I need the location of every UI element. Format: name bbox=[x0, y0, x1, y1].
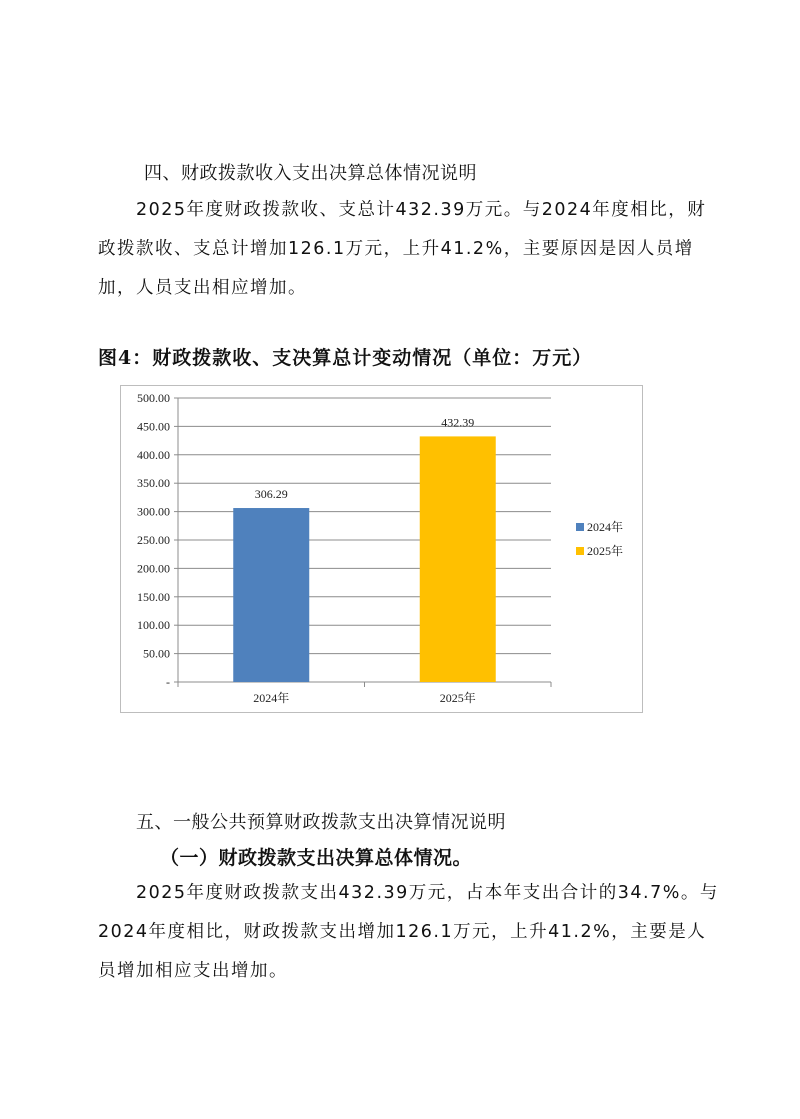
y-tick-label: 150.00 bbox=[137, 589, 170, 604]
y-tick-label: 250.00 bbox=[137, 533, 170, 547]
legend-swatch bbox=[576, 523, 584, 531]
legend-label: 2025年 bbox=[587, 544, 624, 558]
y-tick-label: 450.00 bbox=[137, 419, 170, 434]
bar bbox=[420, 436, 496, 682]
bar-value-label: 432.39 bbox=[441, 415, 475, 430]
section-5-line-3: 员增加相应支出增加。 bbox=[98, 961, 288, 981]
section-5-line-2: 2024年度相比，财政拨款支出增加126.1万元，上升41.2%，主要是人 bbox=[98, 922, 707, 942]
y-tick-label: 400.00 bbox=[137, 447, 170, 462]
section-5-line-1: 2025年度财政拨款支出432.39万元，占本年支出合计的34.7%。与 bbox=[136, 883, 719, 903]
bar-value-label: 306.29 bbox=[254, 487, 288, 502]
figure-title: 图4：财政拨款收、支决算总计变动情况（单位：万元） bbox=[98, 347, 593, 369]
legend-label: 2024年 bbox=[587, 520, 624, 534]
y-tick-label: 350.00 bbox=[137, 476, 170, 491]
section-4-line-1: 2025年度财政拨款收、支总计432.39万元。与2024年度相比，财 bbox=[136, 200, 707, 220]
chart-container bbox=[120, 385, 643, 713]
legend-swatch bbox=[576, 547, 584, 555]
y-tick-label: - bbox=[166, 675, 170, 689]
section-5-subheading: （一）财政拨款支出决算总体情况。 bbox=[160, 847, 473, 869]
y-tick-label: 50.00 bbox=[143, 646, 170, 661]
x-tick-label: 2025年 bbox=[439, 691, 476, 705]
section-4-paragraph bbox=[98, 191, 718, 308]
y-tick-label: 200.00 bbox=[137, 561, 170, 576]
section-4-heading: 四、财政拨款收入支出决算总体情况说明 bbox=[144, 163, 477, 184]
y-tick-label: 100.00 bbox=[137, 618, 170, 633]
section-4-line-3: 加，人员支出相应增加。 bbox=[98, 278, 307, 298]
section-5-heading: 五、一般公共预算财政拨款支出决算情况说明 bbox=[136, 812, 506, 833]
bar-chart bbox=[121, 386, 642, 712]
section-5-paragraph bbox=[98, 874, 718, 991]
y-tick-label: 300.00 bbox=[137, 504, 170, 519]
section-4-line-2: 政拨款收、支总计增加126.1万元，上升41.2%，主要原因是因人员增 bbox=[98, 239, 694, 259]
y-tick-label: 500.00 bbox=[137, 391, 170, 405]
x-tick-label: 2024年 bbox=[253, 691, 290, 705]
bar bbox=[233, 508, 309, 682]
